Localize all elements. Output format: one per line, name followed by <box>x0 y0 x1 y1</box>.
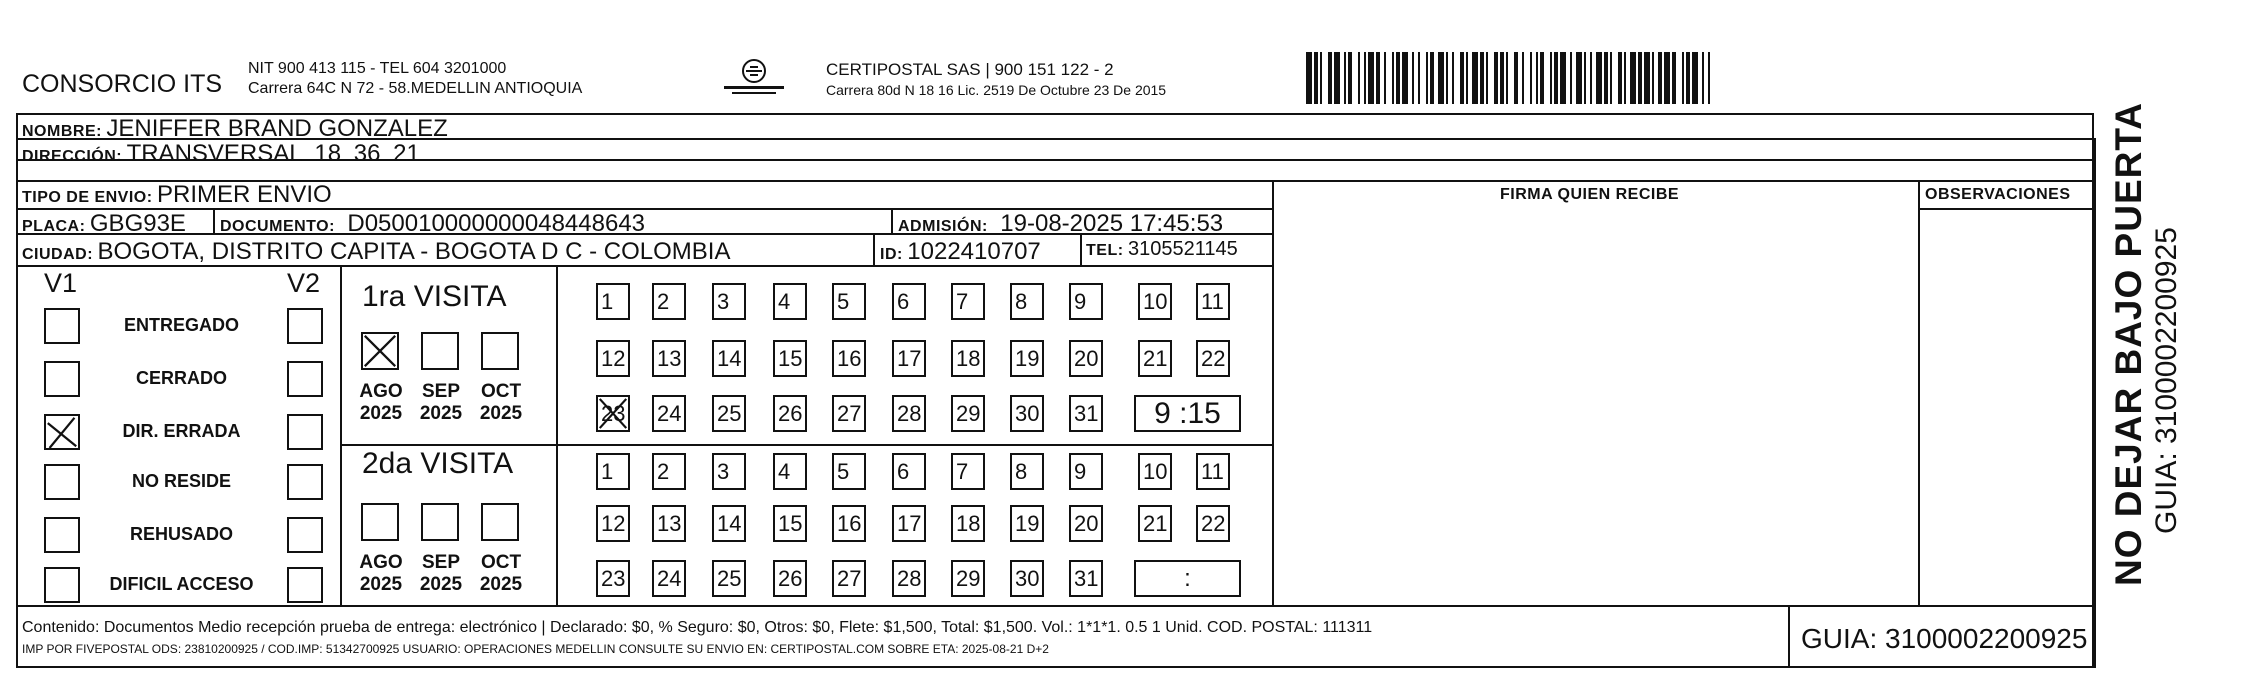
day-number: 7 <box>956 459 969 484</box>
first-visit-day-box[interactable] <box>652 395 686 432</box>
day-number: 24 <box>657 566 682 591</box>
second-visit-day-box[interactable] <box>596 453 630 490</box>
first-visit-day-box[interactable] <box>773 283 807 320</box>
first-visit-day-box[interactable] <box>1069 340 1103 377</box>
day-number: 17 <box>897 511 922 536</box>
v1-header: V1 <box>44 268 78 298</box>
first-visit-day-box[interactable] <box>652 340 686 377</box>
day-number: 31 <box>1074 401 1099 426</box>
status-label: CERRADO <box>135 368 227 388</box>
tel-row <box>1086 238 1238 261</box>
day-number: 25 <box>717 566 742 591</box>
footer-print-info: IMP POR FIVEPOSTAL ODS: 23810200925 / COD.IMP: 51342700925 USUARIO: OPERACIONES MEDELLIN CONSULTE SU ENVIO EN: CERTIPOSTAL.COM SOBRE ETA: 2025-08-21 D+2 <box>22 642 1049 656</box>
first-visit-day-box[interactable] <box>773 395 807 432</box>
first-visit-month-checkbox[interactable] <box>481 332 519 370</box>
tipo-value: PRIMER ENVIO <box>157 181 332 208</box>
day-number: 20 <box>1074 511 1099 536</box>
second-visit-day-box[interactable] <box>832 453 866 490</box>
id-row <box>880 238 1041 266</box>
v2-checkbox[interactable] <box>287 464 323 500</box>
first-visit-day-box[interactable] <box>951 340 985 377</box>
second-visit-month-checkbox[interactable] <box>421 503 459 541</box>
day-number: 21 <box>1143 346 1168 371</box>
first-visit-day-box[interactable] <box>832 283 866 320</box>
day-number: 24 <box>657 401 682 426</box>
first-visit-day-box[interactable] <box>1196 340 1230 377</box>
second-visit-day-box[interactable] <box>832 560 866 597</box>
status-label: DIR. ERRADA <box>122 421 241 441</box>
day-number: 30 <box>1015 401 1040 426</box>
day-number: 27 <box>837 401 862 426</box>
day-number: 15 <box>778 346 803 371</box>
second-visit-day-box[interactable] <box>1069 560 1103 597</box>
barcode <box>1306 52 1938 104</box>
nombre-value: JENIFFER BRAND GONZALEZ <box>106 115 448 142</box>
day-number: 28 <box>897 566 922 591</box>
second-visit-day-box[interactable] <box>1069 453 1103 490</box>
day-number: 12 <box>601 511 626 536</box>
day-number: 6 <box>897 459 910 484</box>
nombre-label: NOMBRE: <box>22 123 102 140</box>
second-visit-day-box[interactable] <box>892 453 926 490</box>
month-label: SEP <box>421 552 461 573</box>
courier-name: CERTIPOSTAL SAS | 900 151 122 - 2 <box>826 60 1114 79</box>
first-visit-day-box[interactable] <box>892 395 926 432</box>
second-visit-day-box[interactable] <box>1069 505 1103 542</box>
ciudad-row <box>22 238 730 266</box>
second-visit-day-box[interactable] <box>712 453 746 490</box>
day-number: 23 <box>601 401 626 426</box>
day-number: 9 <box>1074 289 1087 314</box>
status-label: DIFICIL ACCESO <box>109 574 254 594</box>
day-number: 20 <box>1074 346 1099 371</box>
day-number: 8 <box>1015 459 1028 484</box>
day-number: 15 <box>778 511 803 536</box>
second-visit-day-box[interactable] <box>1010 505 1044 542</box>
documento-label: DOCUMENTO: <box>220 218 335 235</box>
first-visit-day-box[interactable] <box>773 340 807 377</box>
first-visit-day-box[interactable] <box>1069 395 1103 432</box>
day-number: 2 <box>657 459 670 484</box>
day-number: 9 <box>1074 459 1087 484</box>
second-visit-title: 2da VISITA <box>362 447 514 480</box>
first-visit-day-box[interactable] <box>951 283 985 320</box>
day-number: 4 <box>778 459 791 484</box>
day-number: 14 <box>717 346 742 371</box>
day-number: 6 <box>897 289 910 314</box>
day-number: 28 <box>897 401 922 426</box>
second-visit-day-box[interactable] <box>1010 453 1044 490</box>
day-number: 13 <box>657 511 682 536</box>
second-visit-day-box[interactable] <box>1196 505 1230 542</box>
footer-content: Contenido: Documentos Medio recepción prueba de entrega: electrónico | Declarado: $0, % Seguro: $0, Otros: $0, Flete: $1,500, Total: $1,500. Vol.: 1*1*1. 0.5 1 Unid. COD. POSTAL: 111311 <box>22 619 1373 636</box>
day-number: 26 <box>778 566 803 591</box>
x-mark-icon <box>598 397 628 430</box>
x-mark-icon <box>363 334 397 368</box>
day-number: 10 <box>1143 289 1168 314</box>
day-number: 16 <box>837 346 862 371</box>
id-value: 1022410707 <box>907 238 1041 265</box>
second-visit-day-box[interactable] <box>652 505 686 542</box>
first-visit-day-box[interactable] <box>1010 283 1044 320</box>
day-number: 17 <box>897 346 922 371</box>
day-number: 7 <box>956 289 969 314</box>
second-visit-day-box[interactable] <box>596 560 630 597</box>
second-visit-day-box[interactable] <box>712 560 746 597</box>
admision-row <box>898 210 1223 238</box>
day-number: 21 <box>1143 511 1168 536</box>
day-number: 18 <box>956 511 981 536</box>
v1-checkbox[interactable] <box>44 567 80 603</box>
status-label: NO RESIDE <box>131 471 232 491</box>
year-label: 2025 <box>419 403 463 424</box>
second-visit-day-box[interactable] <box>892 505 926 542</box>
first-visit-day-box[interactable] <box>832 395 866 432</box>
courier-logo <box>722 56 786 102</box>
v2-header: V2 <box>287 268 321 298</box>
courier-logo-icon <box>722 56 786 102</box>
day-number: 18 <box>956 346 981 371</box>
first-visit-day-box[interactable] <box>1069 283 1103 320</box>
v1-checkbox[interactable] <box>44 308 80 344</box>
side-guia: GUIA: 3100002200925 <box>2150 227 2183 534</box>
v2-checkbox[interactable] <box>287 414 323 450</box>
day-number: 22 <box>1201 346 1226 371</box>
ciudad-value: BOGOTA, DISTRITO CAPITA - BOGOTA D C - COLOMBIA <box>97 238 731 265</box>
day-number: 12 <box>601 346 626 371</box>
year-label: 2025 <box>479 574 523 595</box>
courier-info: Carrera 80d N 18 16 Lic. 2519 De Octubre 23 De 2015 <box>826 82 1167 98</box>
x-mark-icon <box>46 416 78 448</box>
first-visit-day-box[interactable] <box>596 395 630 432</box>
day-number: 5 <box>837 289 850 314</box>
id-label: ID: <box>880 246 903 263</box>
v2-checkbox[interactable] <box>287 361 323 397</box>
first-visit-day-box[interactable] <box>1196 283 1230 320</box>
first-visit-month-checkbox[interactable] <box>361 332 399 370</box>
first-visit-day-box[interactable] <box>1138 283 1172 320</box>
day-number: 3 <box>717 289 730 314</box>
first-visit-time-box[interactable]: 9 :15 <box>1134 395 1241 432</box>
second-visit-time-box[interactable]: : <box>1134 560 1241 597</box>
v1-checkbox[interactable] <box>44 517 80 553</box>
first-visit-month-checkbox[interactable] <box>421 332 459 370</box>
first-visit-day-box[interactable] <box>712 395 746 432</box>
first-visit-title: 1ra VISITA <box>362 280 507 313</box>
v2-checkbox[interactable] <box>287 517 323 553</box>
tipo-row <box>22 181 332 209</box>
day-number: 29 <box>956 566 981 591</box>
direccion-row <box>22 140 420 168</box>
second-visit-day-box[interactable] <box>773 560 807 597</box>
second-visit-day-box[interactable] <box>652 560 686 597</box>
second-visit-day-box[interactable] <box>951 560 985 597</box>
company-info-1: NIT 900 413 115 - TEL 604 3201000 <box>248 60 507 77</box>
day-number: 30 <box>1015 566 1040 591</box>
v1-checkbox[interactable] <box>44 414 80 450</box>
company-name: CONSORCIO ITS <box>22 70 223 98</box>
month-label: OCT <box>480 381 522 402</box>
day-number: 1 <box>601 289 614 314</box>
status-label: ENTREGADO <box>123 315 239 335</box>
status-label: REHUSADO <box>129 524 233 544</box>
placa-value: GBG93E <box>89 210 186 237</box>
second-visit-day-box[interactable] <box>1138 505 1172 542</box>
day-number: 19 <box>1015 346 1040 371</box>
month-label: OCT <box>480 552 522 573</box>
footer-guia: GUIA: 3100002200925 <box>1801 623 2088 654</box>
first-visit-day-box[interactable] <box>1138 340 1172 377</box>
day-number: 10 <box>1143 459 1168 484</box>
day-number: 5 <box>837 459 850 484</box>
month-label: AGO <box>359 381 403 402</box>
second-visit-month-checkbox[interactable] <box>361 503 399 541</box>
documento-value: D050010000000048448643 <box>347 210 646 237</box>
second-visit-day-box[interactable] <box>951 453 985 490</box>
second-visit-day-box[interactable] <box>712 505 746 542</box>
first-visit-day-box[interactable] <box>892 283 926 320</box>
year-label: 2025 <box>359 574 403 595</box>
first-visit-day-box[interactable] <box>1010 395 1044 432</box>
day-number: 26 <box>778 401 803 426</box>
month-label: AGO <box>359 552 403 573</box>
documento-row <box>220 210 645 238</box>
second-visit-day-box[interactable] <box>951 505 985 542</box>
first-visit-day-box[interactable] <box>652 283 686 320</box>
nombre-row <box>22 115 448 143</box>
second-visit-day-box[interactable] <box>892 560 926 597</box>
day-number: 2 <box>657 289 670 314</box>
day-number: 8 <box>1015 289 1028 314</box>
second-visit-day-box[interactable] <box>652 453 686 490</box>
day-number: 1 <box>601 459 614 484</box>
v2-checkbox[interactable] <box>287 567 323 603</box>
month-label: SEP <box>421 381 461 402</box>
day-number: 23 <box>601 566 626 591</box>
day-number: 31 <box>1074 566 1099 591</box>
admision-value: 19-08-2025 17:45:53 <box>1000 210 1224 237</box>
second-visit-day-box[interactable] <box>773 453 807 490</box>
first-visit-day-box[interactable] <box>596 340 630 377</box>
placa-label: PLACA: <box>22 218 86 235</box>
observaciones-label: OBSERVACIONES <box>1925 186 2071 203</box>
admision-label: ADMISIÓN: <box>898 218 988 235</box>
first-visit-day-box[interactable] <box>951 395 985 432</box>
company-info-2: Carrera 64C N 72 - 58.MEDELLIN ANTIOQUIA <box>248 80 583 97</box>
day-number: 11 <box>1201 289 1224 314</box>
second-visit-day-box[interactable] <box>832 505 866 542</box>
year-label: 2025 <box>419 574 463 595</box>
day-number: 16 <box>837 511 862 536</box>
first-visit-day-box[interactable] <box>712 283 746 320</box>
v1-checkbox[interactable] <box>44 464 80 500</box>
side-no-dejar: NO DEJAR BAJO PUERTA <box>2108 102 2149 586</box>
tipo-label: TIPO DE ENVIO: <box>22 189 153 206</box>
first-visit-day-box[interactable] <box>596 283 630 320</box>
day-number: 25 <box>717 401 742 426</box>
day-number: 14 <box>717 511 742 536</box>
day-number: 29 <box>956 401 981 426</box>
second-visit-day-box[interactable] <box>773 505 807 542</box>
day-number: 3 <box>717 459 730 484</box>
day-number: 4 <box>778 289 791 314</box>
first-visit-day-box[interactable] <box>832 340 866 377</box>
second-visit-day-box[interactable] <box>1196 453 1230 490</box>
first-visit-day-box[interactable] <box>1010 340 1044 377</box>
year-label: 2025 <box>359 403 403 424</box>
first-visit-day-box[interactable] <box>712 340 746 377</box>
v2-checkbox[interactable] <box>287 308 323 344</box>
second-visit-day-box[interactable] <box>1010 560 1044 597</box>
firma-label: FIRMA QUIEN RECIBE <box>1500 186 1680 203</box>
day-number: 19 <box>1015 511 1040 536</box>
second-visit-day-box[interactable] <box>1138 453 1172 490</box>
tel-value: 3105521145 <box>1128 238 1238 260</box>
year-label: 2025 <box>479 403 523 424</box>
day-number: 22 <box>1201 511 1226 536</box>
ciudad-label: CIUDAD: <box>22 246 94 263</box>
day-number: 27 <box>837 566 862 591</box>
first-visit-day-box[interactable] <box>892 340 926 377</box>
second-visit-month-checkbox[interactable] <box>481 503 519 541</box>
direccion-label: DIRECCIÓN: <box>22 148 123 165</box>
direccion-value: TRANSVERSAL 18 36 21 <box>126 140 420 167</box>
barcode-bar <box>1710 52 1712 104</box>
placa-row <box>22 210 186 238</box>
second-visit-day-box[interactable] <box>596 505 630 542</box>
day-number: 13 <box>657 346 682 371</box>
day-number: 11 <box>1201 459 1224 484</box>
v1-checkbox[interactable] <box>44 361 80 397</box>
tel-label: TEL: <box>1086 242 1124 259</box>
